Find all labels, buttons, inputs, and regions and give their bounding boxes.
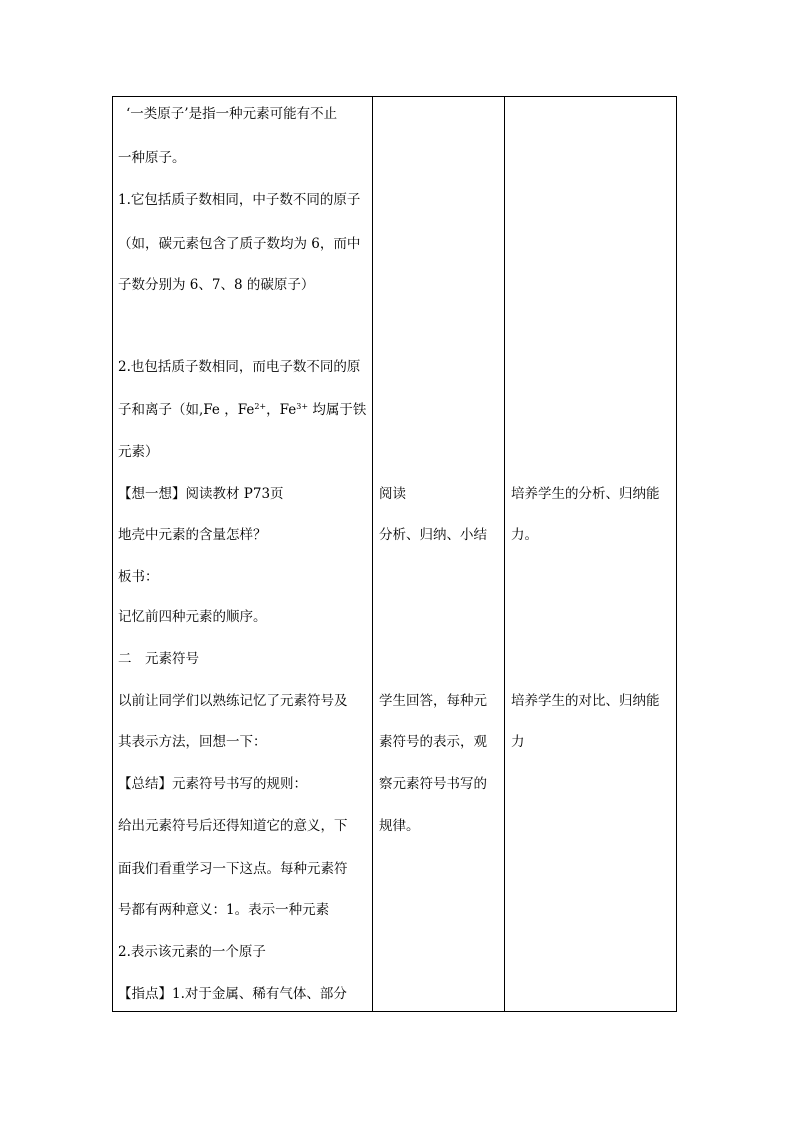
column-divider	[504, 97, 505, 1011]
text-line: 号都有两种意义：1。表示一种元素	[118, 902, 330, 918]
text-line: 分析、归纳、小结	[379, 527, 487, 543]
text-line: 培养学生的分析、归纳能	[511, 486, 660, 502]
text-line: 1.它包括质子数相同，中子数不同的原子	[118, 192, 361, 208]
text-line: 【指点】1.对于金属、稀有气体、部分	[118, 986, 347, 1002]
text-line: 察元素符号书写的	[379, 776, 487, 792]
text-line: 阅读	[379, 486, 406, 502]
section-heading: 二 元素符号	[118, 651, 199, 667]
text-line: 给出元素符号后还得知道它的意义，下	[118, 818, 348, 834]
text-line: 地壳中元素的含量怎样？	[118, 527, 267, 543]
text-line: 板书：	[118, 569, 159, 585]
text-line: 素符号的表示，观	[379, 734, 487, 750]
text-line: 面我们看重学习一下这点。每种元素符	[118, 861, 348, 877]
text-line: 以前让同学们以熟练记忆了元素符号及	[118, 693, 348, 709]
text-line: 学生回答，每种元	[379, 693, 487, 709]
text-line: 力。	[511, 527, 538, 543]
text-line: 子数分别为 6、7、8 的碳原子）	[118, 277, 315, 293]
text-line: 一种原子。	[118, 150, 186, 166]
text-line: 力	[511, 734, 525, 750]
text-line: 2.也包括质子数相同，而电子数不同的原	[118, 359, 361, 375]
ion-example-line: 子和离子（如,Fe ，$Fe^{2+}$，$Fe^{3+}$ 均属于铁	[118, 402, 367, 418]
text-line: 记忆前四种元素的顺序。	[118, 609, 267, 625]
text-line: 培养学生的对比、归纳能	[511, 693, 660, 709]
text-line: 【总结】元素符号书写的规则：	[118, 776, 307, 792]
column-divider	[372, 97, 373, 1011]
text-line: （如，碳元素包含了质子数均为 6，而中	[118, 236, 361, 252]
text-line: 元素）	[118, 444, 159, 460]
text-line: ‘一类原子’是指一种元素可能有不止	[126, 106, 338, 122]
text-line: 【想一想】阅读教材 P73页	[118, 486, 284, 502]
text-line: 其表示方法，回想一下：	[118, 734, 267, 750]
text-line: 规律。	[379, 818, 420, 834]
text-line: 2.表示该元素的一个原子	[118, 944, 266, 960]
